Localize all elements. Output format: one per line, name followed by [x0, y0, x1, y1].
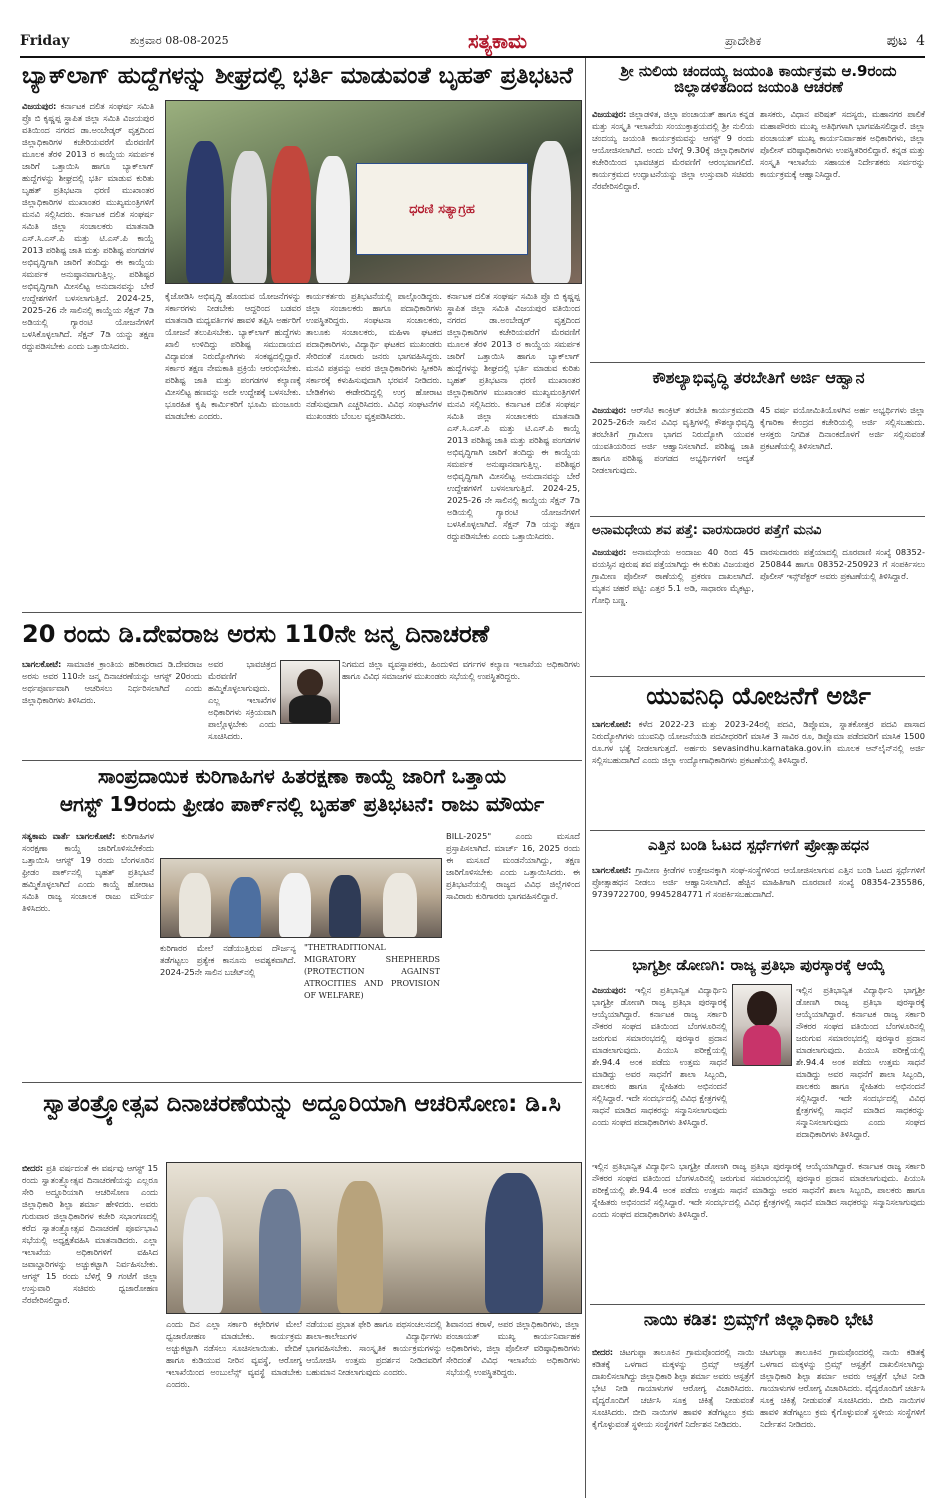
masthead-page: [835, 33, 925, 49]
article-11-text-left: ಚಿಟಗುಪ್ಪಾ ತಾಲೂಕಿನ ಗ್ರಾಮವೊಂದರಲ್ಲಿ ನಾಯಿ ಕಡಿತಕ್ಕೆ ಒಳಗಾದ ಮಕ್ಕಳನ್ನು ಬ್ರಿಮ್ಸ್ ಆಸ್ಪತ್ರೆಗೆ ದಾಖಲಿಸಲಾಗಿದ್ದು ಜಿಲ್ಲಾಧಿಕಾರಿ ಶಿಲ್ಪಾ ಶರ್ಮಾ ಅವರು ಆಸ್ಪತ್ರೆಗೆ ಭೇಟಿ ನೀಡಿ ಗಾಯಾಳುಗಳ ಆರೋಗ್ಯ ವಿಚಾರಿಸಿದರು. ವೈದ್ಯರೊಂದಿಗೆ ಚರ್ಚಿಸಿ ಸೂಕ್ತ ಚಿಕಿತ್ಸೆ ನೀಡುವಂತೆ ಸೂಚಿಸಿದರು. ಬೀದಿ ನಾಯಿಗಳ ಹಾವಳಿ ತಡೆಗಟ್ಟಲು ಕ್ರಮ ಕೈಗೊಳ್ಳುವಂತೆ ಸ್ಥಳೀಯ ಸಂಸ್ಥೆಗಳಿಗೆ ನಿರ್ದೇಶನ ನೀಡಿದರು.: [592, 1347, 754, 1429]
divider-1: [22, 612, 582, 613]
meeting-photo: [166, 1162, 582, 1314]
article-10-headline: ಸ್ವಾತಂತ್ರ್ಯೋತ್ಸವ ದಿನಾಚರಣೆಯನ್ನು ಅದ್ದೂರಿಯಾಗಿ ಆಚರಿಸೋಣ: ಡಿ.ಸಿ: [43, 1091, 561, 1117]
article-7-text-left: ಕುರಿಗಾಹಿಗಳ ಸಂರಕ್ಷಣಾ ಕಾಯ್ದೆ ಜಾರಿಗೊಳಿಸಬೇಕೆಂದು ಒತ್ತಾಯಿಸಿ ಆಗಸ್ಟ್ 19 ರಂದು ಬೆಂಗಳೂರಿನ ಫ್ರೀಡಂ ಪಾರ್ಕ್‌ನಲ್ಲಿ ಬೃಹತ್ ಪ್ರತಿಭಟನೆ ಹಮ್ಮಿಕೊಳ್ಳಲಾಗಿದೆ ಎಂದು ಕಾಯ್ದೆ ಹೋರಾಟ ಸಮಿತಿ ರಾಜ್ಯ ಸಂಚಾಲಕ ರಾಜು ಮೌರ್ಯ ತಿಳಿಸಿದರು.: [22, 831, 155, 913]
article-3-text-left: ಆರ್‌ಸೆಟಿ ಕಾಂಕ್ರಿಟ್ ತರಬೇತಿ ಕಾರ್ಯಕ್ರಮದಡಿ 2025-26ನೇ ಸಾಲಿನ ವಿವಿಧ ವೃತ್ತಿಗಳಲ್ಲಿ ಕೌಶಲ್ಯಾಭಿವೃದ್ಧಿ ತರಬೇತಿಗೆ ಗ್ರಾಮೀಣ ಭಾಗದ ನಿರುದ್ಯೋಗಿ ಯುವಕ ಯುವತಿಯರಿಂದ ಅರ್ಜಿ ಆಹ್ವಾನಿಸಲಾಗಿದೆ. ಪರಿಶಿಷ್ಟ ಜಾತಿ ಹಾಗೂ ಪರಿಶಿಷ್ಟ ಪಂಗಡದ ಅಭ್ಯರ್ಥಿಗಳಿಗೆ ಆದ್ಯತೆ ನೀಡಲಾಗುವುದು.: [592, 405, 755, 475]
page-label: ಪುಟ: [886, 33, 908, 49]
article-11-headline: ನಾಯಿ ಕಡಿತ: ಬ್ರಿಮ್ಸ್‌ಗೆ ಜಿಲ್ಲಾಧಿಕಾರಿ ಭೇಟಿ: [643, 1310, 874, 1330]
article-11-body-right: ಚಿಟಗುಪ್ಪಾ ತಾಲೂಕಿನ ಗ್ರಾಮವೊಂದರಲ್ಲಿ ನಾಯಿ ಕಡಿತಕ್ಕೆ ಒಳಗಾದ ಮಕ್ಕಳನ್ನು ಬ್ರಿಮ್ಸ್ ಆಸ್ಪತ್ರೆಗೆ ದಾಖಲಿಸಲಾಗಿದ್ದು ಜಿಲ್ಲಾಧಿಕಾರಿ ಶಿಲ್ಪಾ ಶರ್ಮಾ ಅವರು ಆಸ್ಪತ್ರೆಗೆ ಭೇಟಿ ನೀಡಿ ಗಾಯಾಳುಗಳ ಆರೋಗ್ಯ ವಿಚಾರಿಸಿದರು. ವೈದ್ಯರೊಂದಿಗೆ ಚರ್ಚಿಸಿ ಸೂಕ್ತ ಚಿಕಿತ್ಸೆ ನೀಡುವಂತೆ ಸೂಚಿಸಿದರು. ಬೀದಿ ನಾಯಿಗಳ ಹಾವಳಿ ತಡೆಗಟ್ಟಲು ಕ್ರಮ ಕೈಗೊಳ್ಳುವಂತೆ ಸ್ಥಳೀಯ ಸಂಸ್ಥೆಗಳಿಗೆ ನಿರ್ದೇಶನ ನೀಡಿದರು.: [760, 1347, 925, 1429]
divider-3: [22, 1082, 582, 1083]
article-11-dateline: ಬೀದರ:: [592, 1347, 614, 1357]
masthead-title: ಸತ್ಯಕಾಮ: [467, 29, 528, 53]
masthead: [20, 28, 925, 54]
article-2-body-right: ಶಾಸಕರು, ವಿಧಾನ ಪರಿಷತ್ ಸದಸ್ಯರು, ಮಹಾನಗರ ಪಾಲಿಕೆ ಮಹಾಪೌರರು ಮುಖ್ಯ ಅತಿಥಿಗಳಾಗಿ ಭಾಗವಹಿಸಲಿದ್ದಾರೆ. ಜಿಲ್ಲಾ ಪಂಚಾಯತ್ ಮುಖ್ಯ ಕಾರ್ಯನಿರ್ವಾಹಕ ಅಧಿಕಾರಿಗಳು, ಜಿಲ್ಲಾ ಪೊಲೀಸ್ ವರಿಷ್ಠಾಧಿಕಾರಿಗಳು ಉಪಸ್ಥಿತರಿರಲಿದ್ದಾರೆ. ಕನ್ನಡ ಮತ್ತು ಸಂಸ್ಕೃತಿ ಇಲಾಖೆಯ ಸಹಾಯಕ ನಿರ್ದೇಶಕರು ಸರ್ವರನ್ನು ಕಾರ್ಯಕ್ರಮಕ್ಕೆ ಆಹ್ವಾನಿಸಿದ್ದಾರೆ.: [760, 109, 925, 179]
article-5-dateline: ಬಾಗಲಕೋಟೆ:: [22, 659, 62, 669]
article-8-text: ಗ್ರಾಮೀಣ ಕ್ರೀಡೆಗಳ ಉತ್ತೇಜನಕ್ಕಾಗಿ ಸಂಘ-ಸಂಸ್ಥೆಗಳಿಂದ ಆಯೋಜಿಸಲಾಗುವ ಎತ್ತಿನ ಬಂಡಿ ಓಟದ ಸ್ಪರ್ಧೆಗಳಿಗೆ ಪ್ರೋತ್ಸಾಹಧನ ನೀಡಲು ಅರ್ಜಿ ಆಹ್ವಾನಿಸಲಾಗಿದೆ. ಹೆಚ್ಚಿನ ಮಾಹಿತಿಗಾಗಿ ದೂರವಾಣಿ ಸಂಖ್ಯೆ 08354-235586, 9739722700, 9945284771 ಗೆ ಸಂಪರ್ಕಿಸಬಹುದಾಗಿದೆ.: [592, 865, 926, 899]
article-3-body-right: 45 ವರ್ಷ ವಯೋಮಿತಿಯೊಳಗಿನ ಅರ್ಹ ಅಭ್ಯರ್ಥಿಗಳು ಜಿಲ್ಲಾ ಕೈಗಾರಿಕಾ ಕೇಂದ್ರದ ಕಚೇರಿಯಲ್ಲಿ ಅರ್ಜಿ ಸಲ್ಲಿಸಬಹುದು. ಆಸಕ್ತರು ನಿಗದಿತ ದಿನಾಂಕದೊಳಗೆ ಅರ್ಜಿ ಸಲ್ಲಿಸುವಂತೆ ಪ್ರಕಟಣೆಯಲ್ಲಿ ತಿಳಿಸಲಾಗಿದೆ.: [760, 405, 925, 451]
article-4-headline: ಅನಾಮಧೇಯ ಶವ ಪತ್ತೆ: ವಾರಸುದಾರರ ಪತ್ತೆಗೆ ಮನವಿ: [592, 523, 822, 538]
article-4-body-left: [592, 546, 754, 670]
article-3-dateline: ವಿಜಯಪುರ:: [592, 405, 627, 415]
article-9-dateline: ವಿಜಯಪುರ:: [592, 985, 627, 995]
article-7-body-left: [22, 830, 154, 1076]
article-5-text-left: ಸಾಮಾಜಿಕ ಕ್ರಾಂತಿಯ ಹರಿಕಾರರಾದ ಡಿ.ದೇವರಾಜ ಅರಸು ಅವರ 110ನೇ ಜನ್ಮ ದಿನಾಚರಣೆಯನ್ನು ಆಗಸ್ಟ್ 20ರಂದು ಅರ್ಥಪೂರ್ಣವಾಗಿ ಆಚರಿಸಲು ನಿರ್ಧರಿಸಲಾಗಿದೆ ಎಂದು ಜಿಲ್ಲಾಧಿಕಾರಿಗಳು ತಿಳಿಸಿದರು.: [22, 659, 203, 705]
divider-2: [22, 760, 582, 761]
article-8-body: [592, 864, 925, 944]
bhagyashree-portrait: [732, 984, 792, 1066]
article-2-headline: ಶ್ರೀ ನುಲಿಯ ಚಂದಯ್ಯ ಜಯಂತಿ ಕಾರ್ಯಕ್ರಮ ಆ.9ರಂದು ಜಿಲ್ಲಾಡಳಿತದಿಂದ ಜಯಂತಿ ಆಚರಣೆ: [620, 62, 897, 96]
divider-r2: [590, 516, 925, 517]
article-9-headline: ಭಾಗ್ಯಶ್ರೀ ಡೋಣಗಿ: ರಾಜ್ಯ ಪ್ರತಿಭಾ ಪುರಸ್ಕಾರಕ್ಕೆ ಆಯ್ಕೆ: [632, 956, 885, 974]
divider-r3: [590, 676, 925, 677]
article-8-dateline: ಬಾಗಲಕೋಟೆ:: [592, 865, 632, 875]
article-1-dateline: ವಿಜಯಪುರ:: [22, 101, 57, 111]
article-7-dateline: ಸತ್ಯಕಾಮ ವಾರ್ತೆ ಬಾಗಲಕೋಟೆ:: [22, 831, 116, 841]
article-4-dateline: ವಿಜಯಪುರ:: [592, 547, 627, 557]
protest-banner-text: ಧರಣಿ ಸತ್ಯಾಗ್ರಹ: [409, 201, 475, 217]
article-3-body-left: [592, 404, 754, 508]
article-1-body-mid2: ಕಾರ್ಯಕರ್ತರು ಪ್ರತಿಭಟನೆಯಲ್ಲಿ ಪಾಲ್ಗೊಂಡಿದ್ದರು. ಜಿಲ್ಲಾ ಸಂಚಾಲಕರು ಹಾಗೂ ಪದಾಧಿಕಾರಿಗಳು ಉಪಸ್ಥಿತರಿದ್ದರು. ಸಂಘಟನಾ ಸಂಚಾಲಕರು, ತಾಲೂಕು ಸಂಚಾಲಕರು, ಮಹಿಳಾ ಘಟಕದ ಪದಾಧಿಕಾರಿಗಳು, ವಿದ್ಯಾರ್ಥಿ ಘಟಕದ ಮುಖಂಡರು ಸೇರಿದಂತೆ ನೂರಾರು ಜನರು ಭಾಗವಹಿಸಿದ್ದರು. ಮನವಿ ಪತ್ರವನ್ನು ಅಪರ ಜಿಲ್ಲಾಧಿಕಾರಿಗಳು ಸ್ವೀಕರಿಸಿ ಸರ್ಕಾರಕ್ಕೆ ಕಳುಹಿಸುವುದಾಗಿ ಭರವಸೆ ನೀಡಿದರು. ಬೇಡಿಕೆಗಳು ಈಡೇರದಿದ್ದಲ್ಲಿ ಉಗ್ರ ಹೋರಾಟ ನಡೆಸುವುದಾಗಿ ಎಚ್ಚರಿಸಿದರು. ವಿವಿಧ ಸಂಘಟನೆಗಳ ಮುಖಂಡರು ಬೆಂಬಲ ವ್ಯಕ್ತಪಡಿಸಿದರು.: [306, 291, 442, 421]
article-11-body-left: [592, 1346, 754, 1492]
article-7-body-right: BILL-2025" ಎಂದು ಮಸೂದೆ ಪ್ರಸ್ತಾಪಿಸಲಾಗಿದೆ. ಮಾರ್ಚ್ 16, 2025 ರಂದು ಈ ಮಸೂದೆ ಮಂಡನೆಯಾಗಿದ್ದು, ತಕ್ಷಣ ಜಾರಿಗೊಳಿಸಬೇಕು ಎಂದು ಒತ್ತಾಯಿಸಿದರು. ಈ ಪ್ರತಿಭಟನೆಯಲ್ಲಿ ರಾಜ್ಯದ ವಿವಿಧ ಜಿಲ್ಲೆಗಳಿಂದ ಸಾವಿರಾರು ಕುರಿಗಾರರು ಭಾಗವಹಿಸಲಿದ್ದಾರೆ.: [446, 831, 580, 901]
article-2-body-left: [592, 108, 754, 352]
article-1-text-left: ಕರ್ನಾಟಕ ದಲಿತ ಸಂಘರ್ಷ ಸಮಿತಿ ಪ್ರೊ ಬಿ ಕೃಷ್ಣಪ್ಪ ಸ್ಥಾಪಿತ ಜಿಲ್ಲಾ ಸಮಿತಿ ವಿಜಯಪುರ ವತಿಯಿಂದ ನಗರದ ಡಾ.ಅಂಬೇಡ್ಕರ್ ವೃತ್ತದಿಂದ ಜಿಲ್ಲಾಧಿಕಾರಿಗಳ ಕಚೇರಿಯವರೆಗೆ ಮೆರವಣಿಗೆ ಮೂಲಕ ತೆರಳಿ 2013 ರ ಕಾಯ್ದೆಯ ಸಮರ್ಪಕ ಜಾರಿಗೆ ಒತ್ತಾಯಿಸಿ ಹಾಗೂ ಬ್ಯಾಕ್‌ಲಾಗ್ ಹುದ್ದೆಗಳನ್ನು ಶೀಘ್ರದಲ್ಲಿ ಭರ್ತಿ ಮಾಡುವ ಕುರಿತು ಬೃಹತ್ ಪ್ರತಿಭಟನಾ ಧರಣಿ ಮುಖಾಂತರ ಜಿಲ್ಲಾಧಿಕಾರಿಗಳ ಮುಖಾಂತರ ಮುಖ್ಯಮಂತ್ರಿಗಳಿಗೆ ಮನವಿ ಸಲ್ಲಿಸಿದರು. ಕರ್ನಾಟಕ ದಲಿತ ಸಂಘರ್ಷ ಸಮಿತಿ ಜಿಲ್ಲಾ ಸಂಚಾಲಕರು ಮಾತನಾಡಿ ಎಸ್.ಸಿ.ಎಸ್.ಪಿ ಮತ್ತು ಟಿ.ಎಸ್.ಪಿ ಕಾಯ್ದೆ 2013 ಪರಿಶಿಷ್ಟ ಜಾತಿ ಮತ್ತು ಪರಿಶಿಷ್ಟ ಪಂಗಡಗಳ ಅಭಿವೃದ್ಧಿಗಾಗಿ ಜಾರಿಗೆ ತಂದಿದ್ದು ಈ ಕಾಯ್ದೆಯ ಸಮರ್ಪಕ ಅನುಷ್ಠಾನವಾಗುತ್ತಿಲ್ಲ. ಪರಿಶಿಷ್ಟರ ಅಭಿವೃದ್ಧಿಗಾಗಿ ಮೀಸಲಿಟ್ಟ ಅನುದಾನವನ್ನು ಬೇರೆ ಉದ್ದೇಶಗಳಿಗೆ ಬಳಸಲಾಗುತ್ತಿದೆ. 2024-25, 2025-26 ನೇ ಸಾಲಿನಲ್ಲಿ ಕಾಯ್ದೆಯ ಸೆಕ್ಷನ್ 7ಡಿ ಅಡಿಯಲ್ಲಿ ಗ್ಯಾರಂಟಿ ಯೋಜನೆಗಳಿಗೆ ಬಳಸಿಕೊಳ್ಳಲಾಗಿದೆ. ಸೆಕ್ಷನ್ 7ಡಿ ಯನ್ನು ತಕ್ಷಣ ರದ್ದುಪಡಿಸಬೇಕು ಎಂದು ಒತ್ತಾಯಿಸಿದರು.: [22, 101, 155, 351]
article-5-body-right: ನಿಗಮದ ಜಿಲ್ಲಾ ವ್ಯವಸ್ಥಾಪಕರು, ಹಿಂದುಳಿದ ವರ್ಗಗಳ ಕಲ್ಯಾಣ ಇಲಾಖೆಯ ಅಧಿಕಾರಿಗಳು ಹಾಗೂ ವಿವಿಧ ಸಮಾಜಗಳ ಮುಖಂಡರು ಸಭೆಯಲ್ಲಿ ಉಪಸ್ಥಿತರಿದ್ದರು.: [342, 659, 580, 681]
article-2-dateline: ವಿಜಯಪುರ:: [592, 109, 627, 119]
article-6-headline: ಯುವನಿಧಿ ಯೋಜನೆಗೆ ಅರ್ಜಿ: [646, 682, 871, 710]
article-4-text-left: ಅನಾಮಧೇಯ ಅಂದಾಜು 40 ರಿಂದ 45 ವಯಸ್ಸಿನ ಪುರುಷ ಶವ ಪತ್ತೆಯಾಗಿದ್ದು ಈ ಕುರಿತು ವಿಜಯಪುರ ಗ್ರಾಮೀಣ ಪೊಲೀಸ್ ಠಾಣೆಯಲ್ಲಿ ಪ್ರಕರಣ ದಾಖಲಾಗಿದೆ. ಮೃತನ ಚಹರೆ ಪಟ್ಟಿ: ಎತ್ತರ 5.1 ಅಡಿ, ಸಾಧಾರಣ ಮೈಕಟ್ಟು, ಗೋಧಿ ಬಣ್ಣ.: [592, 547, 754, 605]
article-9-body-left: [592, 984, 727, 1127]
article-9-body-bottom: ಇಲ್ಲಿನ ಪ್ರತಿಭಾನ್ವಿತ ವಿದ್ಯಾರ್ಥಿನಿ ಭಾಗ್ಯಶ್ರೀ ಡೋಣಗಿ ರಾಜ್ಯ ಪ್ರತಿಭಾ ಪುರಸ್ಕಾರಕ್ಕೆ ಆಯ್ಕೆಯಾಗಿದ್ದಾರೆ. ಕರ್ನಾಟಕ ರಾಜ್ಯ ಸರ್ಕಾರಿ ನೌಕರರ ಸಂಘದ ವತಿಯಿಂದ ಬೆಂಗಳೂರಿನಲ್ಲಿ ಜರುಗುವ ಸಮಾರಂಭದಲ್ಲಿ ಪುರಸ್ಕಾರ ಪ್ರದಾನ ಮಾಡಲಾಗುವುದು. ಪಿಯುಸಿ ಪರೀಕ್ಷೆಯಲ್ಲಿ ಶೇ.94.4 ಅಂಕ ಪಡೆದು ಉತ್ತಮ ಸಾಧನೆ ಮಾಡಿದ್ದು ಅವರ ಸಾಧನೆಗೆ ಶಾಲಾ ಸಿಬ್ಬಂದಿ, ಪಾಲಕರು ಹಾಗೂ ಸ್ನೇಹಿತರು ಅಭಿನಂದನೆ ಸಲ್ಲಿಸಿದ್ದಾರೆ. ಇದೇ ಸಂದರ್ಭದಲ್ಲಿ ವಿವಿಧ ಕ್ಷೇತ್ರಗಳಲ್ಲಿ ಸಾಧನೆ ಮಾಡಿದ ಸಾಧಕರನ್ನು ಸನ್ಮಾನಿಸಲಾಗುವುದು ಎಂದು ಸಂಘದ ಪದಾಧಿಕಾರಿಗಳು ತಿಳಿಸಿದ್ದಾರೆ.: [592, 1161, 926, 1219]
article-6-body: [592, 718, 925, 824]
article-6-text: ಕಳೆದ 2022-23 ಮತ್ತು 2023-24ರಲ್ಲಿ ಪದವಿ, ಡಿಪ್ಲೊಮಾ, ಸ್ನಾತಕೋತ್ತರ ಪದವಿ ಪಾಸಾದ ನಿರುದ್ಯೋಗಿಗಳು ಯುವನಿಧಿ ಯೋಜನೆಯಡಿ ಪದವೀಧರರಿಗೆ ಮಾಸಿಕ 3 ಸಾವಿರ ರೂ, ಡಿಪ್ಲೊಮಾ ಪಡೆದವರಿಗೆ ಮಾಸಿಕ 1500 ರೂ.ಗಳ ಭತ್ಯೆ ನೀಡಲಾಗುತ್ತದೆ. ಅರ್ಹರು sevasindhu.karnataka.gov.in ಮೂಲಕ ಆನ್‌ಲೈನ್‌ನಲ್ಲಿ ಅರ್ಜಿ ಸಲ್ಲಿಸಬಹುದಾಗಿದೆ ಎಂದು ಜಿಲ್ಲಾ ಉದ್ಯೋಗಾಧಿಕಾರಿಗಳು ಪ್ರಕಟಣೆಯಲ್ಲಿ ತಿಳಿಸಿದ್ದಾರೆ.: [592, 719, 925, 765]
article-10-body-right: ಶಿವಾನಂದ ಕರಾಳೆ, ಅಪರ ಜಿಲ್ಲಾಧಿಕಾರಿಗಳು, ಜಿಲ್ಲಾ ಪಂಚಾಯತ್ ಮುಖ್ಯ ಕಾರ್ಯನಿರ್ವಾಹಕ ಅಧಿಕಾರಿಗಳು, ಜಿಲ್ಲಾ ಪೊಲೀಸ್ ವರಿಷ್ಠಾಧಿಕಾರಿಗಳು ಸೇರಿದಂತೆ ವಿವಿಧ ಇಲಾಖೆಯ ಅಧಿಕಾರಿಗಳು ಸಭೆಯಲ್ಲಿ ಉಪಸ್ಥಿತರಿದ್ದರು.: [446, 1319, 580, 1377]
article-10-text-left: ಪ್ರತಿ ವರ್ಷದಂತೆ ಈ ವರ್ಷವು ಆಗಸ್ಟ್ 15 ರಂದು ಸ್ವಾತಂತ್ರ್ಯೋತ್ಸವ ದಿನಾಚರಣೆಯನ್ನು ಎಲ್ಲರೂ ಸೇರಿ ಅದ್ದೂರಿಯಾಗಿ ಆಚರಿಸೋಣ ಎಂದು ಜಿಲ್ಲಾಧಿಕಾರಿ ಶಿಲ್ಪಾ ಶರ್ಮಾ ಹೇಳಿದರು. ಅವರು ಗುರುವಾರ ಜಿಲ್ಲಾಧಿಕಾರಿಗಳ ಕಚೇರಿ ಸಭಾಂಗಣದಲ್ಲಿ ಕರೆದ ಸ್ವಾತಂತ್ರ್ಯೋತ್ಸವ ದಿನಾಚರಣೆ ಪೂರ್ವಭಾವಿ ಸಭೆಯಲ್ಲಿ ಅಧ್ಯಕ್ಷತೆವಹಿಸಿ ಮಾತನಾಡಿದರು. ಎಲ್ಲಾ ಇಲಾಖೆಯ ಅಧಿಕಾರಿಗಳಿಗೆ ವಹಿಸಿದ ಜವಾಬ್ದಾರಿಗಳನ್ನು ಅಚ್ಚುಕಟ್ಟಾಗಿ ನಿರ್ವಹಿಸಬೇಕು. ಆಗಸ್ಟ್ 15 ರಂದು ಬೆಳಿಗ್ಗೆ 9 ಗಂಟೆಗೆ ಜಿಲ್ಲಾ ಉಸ್ತುವಾರಿ ಸಚಿವರು ಧ್ವಜಾರೋಹಣ ನೆರವೇರಿಸಲಿದ್ದಾರೆ.: [22, 1163, 159, 1305]
page-number: 4: [916, 33, 925, 49]
article-5-body-mid: ಅವರ ಭಾವಚಿತ್ರದ ಮೆರವಣಿಗೆ ಹಮ್ಮಿಕೊಳ್ಳಲಾಗುವುದು. ಎಲ್ಲ ಇಲಾಖೆಗಳ ಅಧಿಕಾರಿಗಳು ಸಕ್ರಿಯವಾಗಿ ಪಾಲ್ಗೊಳ್ಳಬೇಕು ಎಂದು ಸೂಚಿಸಿದರು.: [208, 659, 276, 741]
article-1-body-right: ಕರ್ನಾಟಕ ದಲಿತ ಸಂಘರ್ಷ ಸಮಿತಿ ಪ್ರೊ ಬಿ ಕೃಷ್ಣಪ್ಪ ಸ್ಥಾಪಿತ ಜಿಲ್ಲಾ ಸಮಿತಿ ವಿಜಯಪುರ ವತಿಯಿಂದ ನಗರದ ಡಾ.ಅಂಬೇಡ್ಕರ್ ವೃತ್ತದಿಂದ ಜಿಲ್ಲಾಧಿಕಾರಿಗಳ ಕಚೇರಿಯವರೆಗೆ ಮೆರವಣಿಗೆ ಮೂಲಕ ತೆರಳಿ 2013 ರ ಕಾಯ್ದೆಯ ಸಮರ್ಪಕ ಜಾರಿಗೆ ಒತ್ತಾಯಿಸಿ ಹಾಗೂ ಬ್ಯಾಕ್‌ಲಾಗ್ ಹುದ್ದೆಗಳನ್ನು ಶೀಘ್ರದಲ್ಲಿ ಭರ್ತಿ ಮಾಡುವ ಕುರಿತು ಬೃಹತ್ ಪ್ರತಿಭಟನಾ ಧರಣಿ ಮುಖಾಂತರ ಜಿಲ್ಲಾಧಿಕಾರಿಗಳ ಮುಖಾಂತರ ಮುಖ್ಯಮಂತ್ರಿಗಳಿಗೆ ಮನವಿ ಸಲ್ಲಿಸಿದರು. ಕರ್ನಾಟಕ ದಲಿತ ಸಂಘರ್ಷ ಸಮಿತಿ ಜಿಲ್ಲಾ ಸಂಚಾಲಕರು ಮಾತನಾಡಿ ಎಸ್.ಸಿ.ಎಸ್.ಪಿ ಮತ್ತು ಟಿ.ಎಸ್.ಪಿ ಕಾಯ್ದೆ 2013 ಪರಿಶಿಷ್ಟ ಜಾತಿ ಮತ್ತು ಪರಿಶಿಷ್ಟ ಪಂಗಡಗಳ ಅಭಿವೃದ್ಧಿಗಾಗಿ ಜಾರಿಗೆ ತಂದಿದ್ದು ಈ ಕಾಯ್ದೆಯ ಸಮರ್ಪಕ ಅನುಷ್ಠಾನವಾಗುತ್ತಿಲ್ಲ. ಪರಿಶಿಷ್ಟರ ಅಭಿವೃದ್ಧಿಗಾಗಿ ಮೀಸಲಿಟ್ಟ ಅನುದಾನವನ್ನು ಬೇರೆ ಉದ್ದೇಶಗಳಿಗೆ ಬಳಸಲಾಗುತ್ತಿದೆ. 2024-25, 2025-26 ನೇ ಸಾಲಿನಲ್ಲಿ ಕಾಯ್ದೆಯ ಸೆಕ್ಷನ್ 7ಡಿ ಅಡಿಯಲ್ಲಿ ಗ್ಯಾರಂಟಿ ಯೋಜನೆಗಳಿಗೆ ಬಳಸಿಕೊಳ್ಳಲಾಗಿದೆ. ಸೆಕ್ಷನ್ 7ಡಿ ಯನ್ನು ತಕ್ಷಣ ರದ್ದುಪಡಿಸಬೇಕು ಎಂದು ಒತ್ತಾಯಿಸಿದರು.: [447, 291, 580, 541]
divider-r6: [590, 1304, 925, 1305]
article-10-dateline: ಬೀದರ:: [22, 1163, 44, 1173]
article-10-body-left: [22, 1162, 158, 1492]
divider-r4: [590, 830, 925, 831]
column-divider: [585, 58, 586, 1498]
article-5-body-left: [22, 658, 202, 754]
article-1-body-left: [22, 100, 154, 608]
masthead-section: ಪ್ರಾದೇಶಿಕ: [725, 33, 762, 48]
press-meet-photo: [160, 858, 442, 938]
article-7-headline-1: ಸಾಂಪ್ರದಾಯಿಕ ಕುರಿಗಾಹಿಗಳ ಹಿತರಕ್ಷಣಾ ಕಾಯ್ದೆ ಜಾರಿಗೆ ಒತ್ತಾಯ: [97, 764, 507, 788]
protest-photo: [165, 100, 582, 284]
divider-r5: [590, 950, 925, 951]
article-2-text-left: ಜಿಲ್ಲಾಡಳಿತ, ಜಿಲ್ಲಾ ಪಂಚಾಯತ್ ಹಾಗೂ ಕನ್ನಡ ಮತ್ತು ಸಂಸ್ಕೃತಿ ಇಲಾಖೆಯ ಸಂಯುಕ್ತಾಶ್ರಯದಲ್ಲಿ ಶ್ರೀ ನುಲಿಯ ಚಂದಯ್ಯ ಜಯಂತಿ ಕಾರ್ಯಕ್ರಮವನ್ನು ಆಗಸ್ಟ್ 9 ರಂದು ಆಯೋಜಿಸಲಾಗಿದೆ. ಅಂದು ಬೆಳಿಗ್ಗೆ 9.30ಕ್ಕೆ ಜಿಲ್ಲಾಧಿಕಾರಿಗಳ ಕಚೇರಿಯಿಂದ ಭಾವಚಿತ್ರದ ಮೆರವಣಿಗೆ ಆರಂಭವಾಗಲಿದೆ. ಕಾರ್ಯಕ್ರಮದ ಉದ್ಘಾಟನೆಯನ್ನು ಜಿಲ್ಲಾ ಉಸ್ತುವಾರಿ ಸಚಿವರು ನೆರವೇರಿಸಲಿದ್ದಾರೆ.: [592, 109, 754, 191]
article-9-text-left: ಇಲ್ಲಿನ ಪ್ರತಿಭಾನ್ವಿತ ವಿದ್ಯಾರ್ಥಿನಿ ಭಾಗ್ಯಶ್ರೀ ಡೋಣಗಿ ರಾಜ್ಯ ಪ್ರತಿಭಾ ಪುರಸ್ಕಾರಕ್ಕೆ ಆಯ್ಕೆಯಾಗಿದ್ದಾರೆ. ಕರ್ನಾಟಕ ರಾಜ್ಯ ಸರ್ಕಾರಿ ನೌಕರರ ಸಂಘದ ವತಿಯಿಂದ ಬೆಂಗಳೂರಿನಲ್ಲಿ ಜರುಗುವ ಸಮಾರಂಭದಲ್ಲಿ ಪುರಸ್ಕಾರ ಪ್ರದಾನ ಮಾಡಲಾಗುವುದು. ಪಿಯುಸಿ ಪರೀಕ್ಷೆಯಲ್ಲಿ ಶೇ.94.4 ಅಂಕ ಪಡೆದು ಉತ್ತಮ ಸಾಧನೆ ಮಾಡಿದ್ದು ಅವರ ಸಾಧನೆಗೆ ಶಾಲಾ ಸಿಬ್ಬಂದಿ, ಪಾಲಕರು ಹಾಗೂ ಸ್ನೇಹಿತರು ಅಭಿನಂದನೆ ಸಲ್ಲಿಸಿದ್ದಾರೆ. ಇದೇ ಸಂದರ್ಭದಲ್ಲಿ ವಿವಿಧ ಕ್ಷೇತ್ರಗಳಲ್ಲಿ ಸಾಧನೆ ಮಾಡಿದ ಸಾಧಕರನ್ನು ಸನ್ಮಾನಿಸಲಾಗುವುದು ಎಂದು ಸಂಘದ ಪದಾಧಿಕಾರಿಗಳು ತಿಳಿಸಿದ್ದಾರೆ.: [592, 985, 727, 1127]
devaraj-urs-portrait: [280, 660, 340, 724]
article-7-headline-2: ಆಗಸ್ಟ್ 19ರಂದು ಫ್ರೀಡಂ ಪಾರ್ಕ್‌ನಲ್ಲಿ ಬೃಹತ್ ಪ್ರತಿಭಟನೆ: ರಾಜು ಮೌರ್ಯ: [59, 792, 545, 816]
masthead-date: ಶುಕ್ರವಾರ 08-08-2025: [130, 34, 229, 47]
article-7-body-mid: ಕುರಿಗಾರರ ಮೇಲೆ ನಡೆಯುತ್ತಿರುವ ದೌರ್ಜನ್ಯ ತಡೆಗಟ್ಟಲು ಪ್ರತ್ಯೇಕ ಕಾನೂನು ಅವಶ್ಯಕವಾಗಿದೆ. 2024-25ನೇ ಸಾಲಿನ ಬಜೆಟ್‌ನಲ್ಲಿ: [160, 943, 296, 977]
article-10-body-mid2: ನಡೆಯುವ ಪ್ರಭಾತ ಫೇರಿ ಹಾಗೂ ಪಥಸಂಚಲನದಲ್ಲಿ ಶಾಲಾ-ಕಾಲೇಜುಗಳ ವಿದ್ಯಾರ್ಥಿಗಳು ಭಾಗವಹಿಸಬೇಕು. ಸಾಂಸ್ಕೃತಿಕ ಕಾರ್ಯಕ್ರಮಗಳನ್ನು ಆಯೋಜಿಸಿ ಉತ್ತಮ ಪ್ರದರ್ಶನ ನೀಡಿದವರಿಗೆ ಬಹುಮಾನ ನೀಡಲಾಗುವುದು ಎಂದರು.: [306, 1319, 442, 1377]
article-4-body-right: ವಾರಸುದಾರರು ಪತ್ತೆಯಾದಲ್ಲಿ ದೂರವಾಣಿ ಸಂಖ್ಯೆ 08352-250844 ಹಾಗೂ 08352-250923 ಗೆ ಸಂಪರ್ಕಿಸಲು ಪೊಲೀಸ್ ಇನ್ಸ್‌ಪೆಕ್ಟರ್ ಅವರು ಪ್ರಕಟಣೆಯಲ್ಲಿ ತಿಳಿಸಿದ್ದಾರೆ.: [760, 547, 925, 581]
article-1-body-mid: ಕೈಜೋಡಿಸಿ ಅಭಿವೃದ್ಧಿ ಹೊಂದುವ ಯೋಜನೆಗಳನ್ನು ಸರ್ಕಾರಗಳು ನೀಡಬೇಕು ಆದ್ದರಿಂದ ಬಡವರ ಮಾತನಾಡಿ ಮಧ್ಯವರ್ತಿಗಳ ಹಾವಳಿ ತಪ್ಪಿಸಿ ಅರ್ಹರಿಗೆ ಯೋಜನೆ ತಲುಪಿಸಬೇಕು. ಬ್ಯಾಕ್‌ಲಾಗ್ ಹುದ್ದೆಗಳು ಖಾಲಿ ಉಳಿದಿದ್ದು ಪರಿಶಿಷ್ಟ ಸಮುದಾಯದ ವಿದ್ಯಾವಂತ ನಿರುದ್ಯೋಗಿಗಳು ಸಂಕಷ್ಟದಲ್ಲಿದ್ದಾರೆ. ಸರ್ಕಾರ ತಕ್ಷಣ ನೇಮಕಾತಿ ಪ್ರಕ್ರಿಯೆ ಆರಂಭಿಸಬೇಕು. ಪರಿಶಿಷ್ಟ ಜಾತಿ ಮತ್ತು ಪಂಗಡಗಳ ಕಲ್ಯಾಣಕ್ಕೆ ಮೀಸಲಿಟ್ಟ ಹಣವನ್ನು ಅದೇ ಉದ್ದೇಶಕ್ಕೆ ಬಳಸಬೇಕು. ಭೂರಹಿತ ಕೃಷಿ ಕಾರ್ಮಿಕರಿಗೆ ಭೂಮಿ ಮಂಜೂರು ಮಾಡಬೇಕು ಎಂದರು.: [165, 291, 301, 421]
article-3-headline: ಕೌಶಲ್ಯಾಭಿವೃದ್ಧಿ ತರಬೇತಿಗೆ ಅರ್ಜಿ ಆಹ್ವಾನ: [652, 368, 865, 387]
divider-r1: [590, 362, 925, 363]
article-10-body-mid: ಎಂದು ದಿನ ಎಲ್ಲಾ ಸರ್ಕಾರಿ ಕಛೇರಿಗಳ ಮೇಲೆ ಧ್ವಜಾರೋಹಣ ಮಾಡಬೇಕು. ಕಾರ್ಯಕ್ರಮ ಅಚ್ಚುಕಟ್ಟಾಗಿ ನಡೆಸಲು ಸೂಚಿಸಲಾಯಿತು. ವೇದಿಕೆ ಹಾಗೂ ಕುಡಿಯುವ ನೀರಿನ ವ್ಯವಸ್ಥೆ, ಆರೋಗ್ಯ ಇಲಾಖೆಯಿಂದ ಅಂಬುಲೆನ್ಸ್ ವ್ಯವಸ್ಥೆ ಮಾಡಬೇಕು ಎಂದರು.: [166, 1319, 302, 1389]
article-6-dateline: ಬಾಗಲಕೋಟೆ:: [592, 719, 632, 729]
article-5-headline: 20 ರಂದು ಡಿ.ದೇವರಾಜ ಅರಸು 110ನೇ ಜನ್ಮ ದಿನಾಚರಣೆ: [22, 620, 490, 648]
protest-banner: [356, 163, 528, 255]
masthead-day: Friday: [20, 33, 70, 49]
article-8-headline: ಎತ್ತಿನ ಬಂಡಿ ಓಟದ ಸ್ಪರ್ಧೆಗಳಿಗೆ ಪ್ರೋತ್ಸಾಹಧನ: [648, 836, 869, 854]
masthead-rule: [20, 56, 925, 58]
article-7-bill-title: "THETRADITIONAL MIGRATORY SHEPHERDS (PROTECTION AGAINST ATROCITIES AND PROVISION OF WELFARE): [304, 943, 440, 1000]
article-1-headline: ಬ್ಯಾಕ್‌ಲಾಗ್ ಹುದ್ದೆಗಳನ್ನು ಶೀಘ್ರದಲ್ಲಿ ಭರ್ತಿ ಮಾಡುವಂತೆ ಬೃಹತ್ ಪ್ರತಿಭಟನೆ: [22, 63, 573, 89]
article-9-body-right: ಇಲ್ಲಿನ ಪ್ರತಿಭಾನ್ವಿತ ವಿದ್ಯಾರ್ಥಿನಿ ಭಾಗ್ಯಶ್ರೀ ಡೋಣಗಿ ರಾಜ್ಯ ಪ್ರತಿಭಾ ಪುರಸ್ಕಾರಕ್ಕೆ ಆಯ್ಕೆಯಾಗಿದ್ದಾರೆ. ಕರ್ನಾಟಕ ರಾಜ್ಯ ಸರ್ಕಾರಿ ನೌಕರರ ಸಂಘದ ವತಿಯಿಂದ ಬೆಂಗಳೂರಿನಲ್ಲಿ ಜರುಗುವ ಸಮಾರಂಭದಲ್ಲಿ ಪುರಸ್ಕಾರ ಪ್ರದಾನ ಮಾಡಲಾಗುವುದು. ಪಿಯುಸಿ ಪರೀಕ್ಷೆಯಲ್ಲಿ ಶೇ.94.4 ಅಂಕ ಪಡೆದು ಉತ್ತಮ ಸಾಧನೆ ಮಾಡಿದ್ದು ಅವರ ಸಾಧನೆಗೆ ಶಾಲಾ ಸಿಬ್ಬಂದಿ, ಪಾಲಕರು ಹಾಗೂ ಸ್ನೇಹಿತರು ಅಭಿನಂದನೆ ಸಲ್ಲಿಸಿದ್ದಾರೆ. ಇದೇ ಸಂದರ್ಭದಲ್ಲಿ ವಿವಿಧ ಕ್ಷೇತ್ರಗಳಲ್ಲಿ ಸಾಧನೆ ಮಾಡಿದ ಸಾಧಕರನ್ನು ಸನ್ಮಾನಿಸಲಾಗುವುದು ಎಂದು ಸಂಘದ ಪದಾಧಿಕಾರಿಗಳು ತಿಳಿಸಿದ್ದಾರೆ.: [796, 985, 925, 1139]
